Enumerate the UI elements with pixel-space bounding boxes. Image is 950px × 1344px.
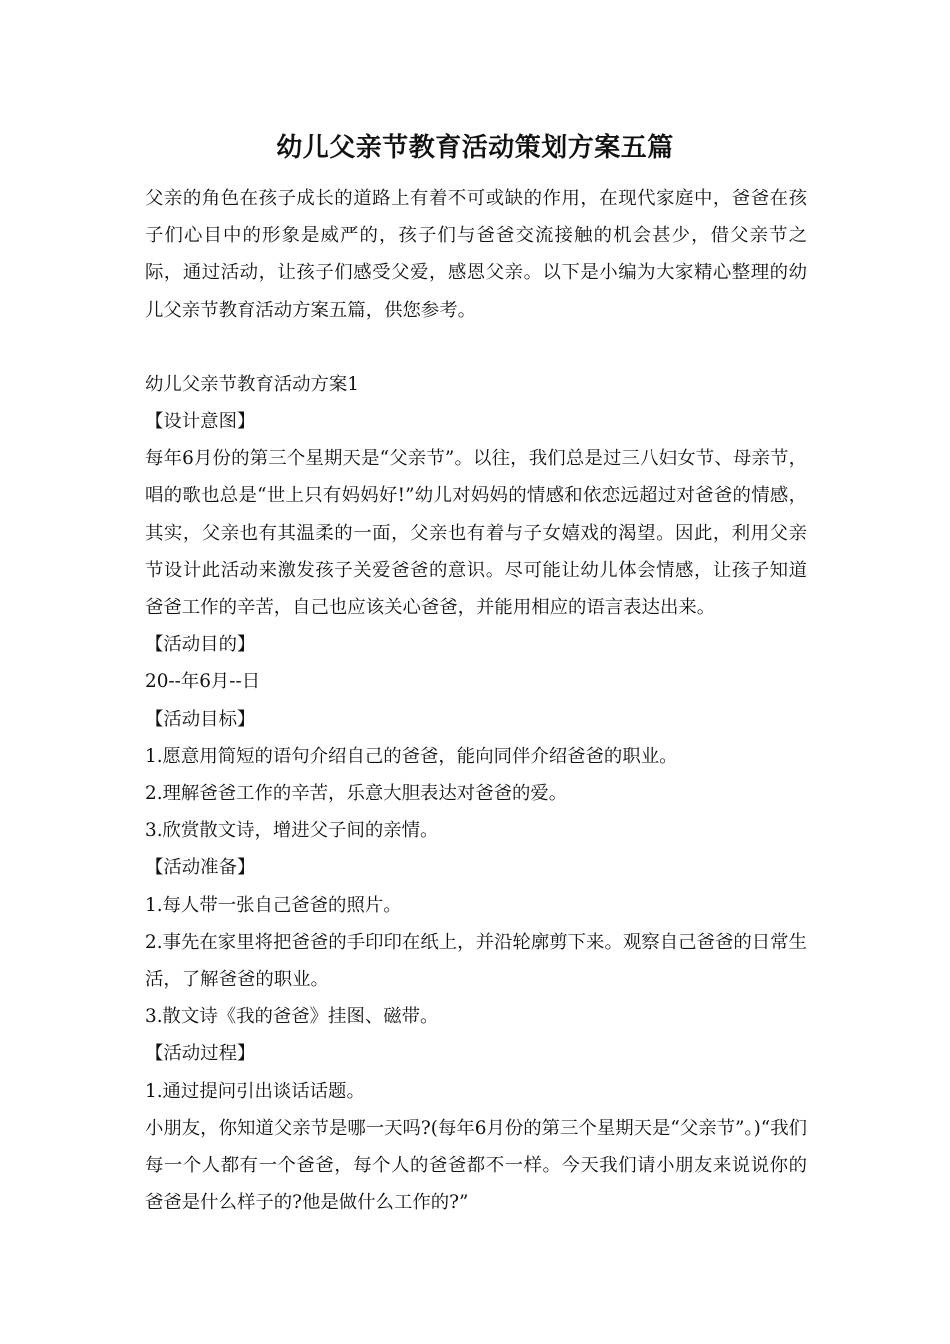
paragraph-gap [145,329,807,366]
purpose-text: 20--年6月--日 [145,671,261,693]
goal-item: 1.愿意用简短的语句介绍自己的爸爸，能向同伴介绍爸爸的职业。 [145,745,678,767]
document-title: 幼儿父亲节教育活动策划方案五篇 [276,133,674,163]
goals-heading: 【活动目标】 [145,708,256,730]
process-heading: 【活动过程】 [145,1043,256,1065]
process-paragraph: 小朋友，你知道父亲节是哪一天吗?(每年6月份的第三个星期天是“父亲节”。)“我们每一个人都有一个爸爸，每个人的爸爸都不一样。今天我们请小朋友来说说你的爸爸是什么样子的?他是做什么工作的?” [145,1117,807,1214]
plan-heading: 幼儿父亲节教育活动方案1 [145,373,359,395]
prep-heading: 【活动准备】 [145,857,256,879]
purpose-heading: 【活动目的】 [145,634,256,656]
prep-item: 1.每人带一张自己爸爸的照片。 [145,894,402,916]
intro-paragraph: 父亲的角色在孩子成长的道路上有着不可或缺的作用，在现代家庭中，爸爸在孩子们心目中的形象是威严的，孩子们与爸爸交流接触的机会甚少，借父亲节之际，通过活动，让孩子们感受父爱，感恩父亲。以下是小编为大家精心整理的幼儿父亲节教育活动方案五篇，供您参考。 [145,188,807,321]
design-paragraph: 每年6月份的第三个星期天是“父亲节”。以往，我们总是过三八妇女节、母亲节，唱的歌也总是“世上只有妈妈好!”幼儿对妈妈的情感和依恋远超过对爸爸的情感，其实，父亲也有其温柔的一面，父亲也有着与子女嬉戏的渴望。因此，利用父亲节设计此活动来激发孩子关爱爸爸的意识。尽可能让幼儿体会情感，让孩子知道爸爸工作的辛苦，自己也应该关心爸爸，并能用相应的语言表达出来。 [145,448,807,619]
prep-item: 3.散文诗《我的爸爸》挂图、磁带。 [145,1006,439,1028]
goal-item: 2.理解爸爸工作的辛苦，乐意大胆表达对爸爸的爱。 [145,783,568,805]
process-step: 1.通过提问引出谈话话题。 [145,1080,365,1102]
goal-item: 3.欣赏散文诗，增进父子间的亲情。 [145,820,439,842]
prep-item: 2.事先在家里将把爸爸的手印印在纸上，并沿轮廓剪下来。观察自己爸爸的日常生活，了解爸爸的职业。 [145,931,807,991]
document-body [145,180,807,1221]
design-heading: 【设计意图】 [145,411,256,433]
